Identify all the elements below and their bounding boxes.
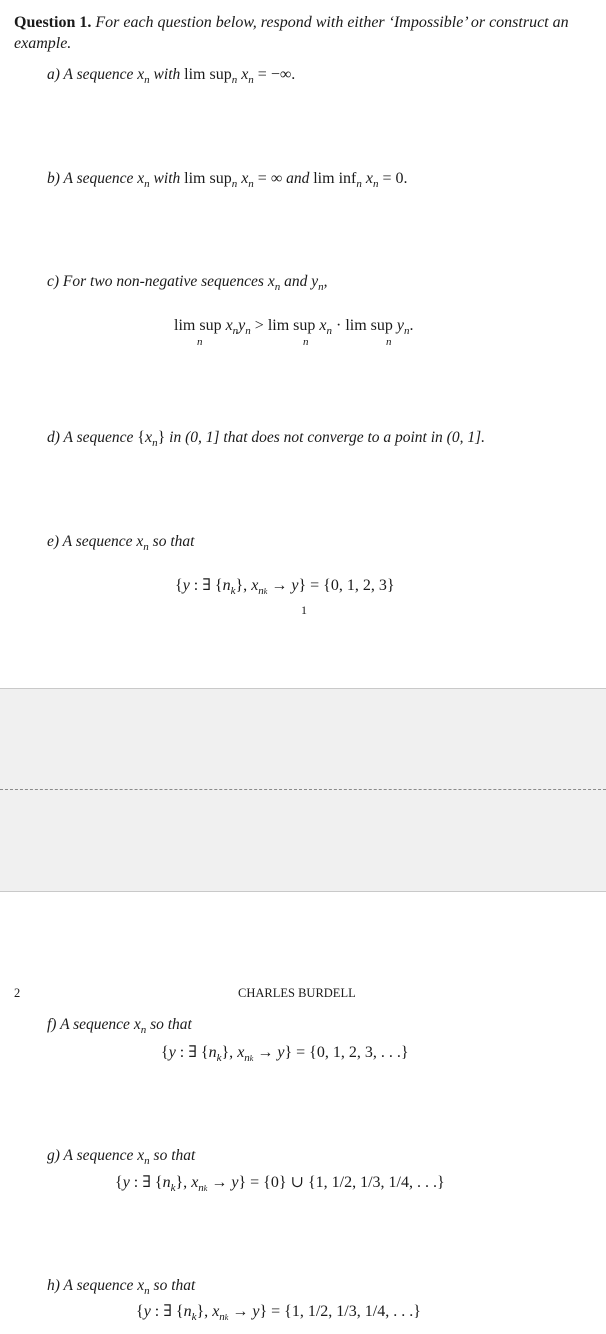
item-c-text: For two non-negative sequences (62, 273, 264, 290)
item-d-in: in (0, 1] (169, 429, 220, 446)
page-break-line (0, 789, 606, 790)
formula-limsup-2: lim sup (267, 317, 316, 334)
question-label: Question 1. (14, 14, 92, 31)
formula-under-2: n (303, 336, 309, 348)
item-a-eq: = −∞. (257, 66, 296, 83)
item-d-text: A sequence (63, 429, 134, 446)
item-b-text: A sequence (63, 170, 134, 187)
item-e-label: e) (47, 533, 60, 550)
item-e-text: A sequence (62, 533, 133, 550)
formula-under-1: n (197, 336, 203, 348)
formula-gt: > (254, 317, 264, 334)
item-h: h) A sequence $x_n$ so that (47, 1277, 196, 1297)
item-g-formula: {y : ∃ $\{n_k\}$, $x_{nk} \to y\} = \{0\}$ ∪ {1, 1/2, 1/3, 1/4, . . .} (115, 1174, 445, 1194)
item-d-rest: that does not converge to a point in (0, 1]. (223, 429, 485, 446)
item-b: b) A sequence $x_n$ with lim sup$_n$ $x_n$ = ∞ and lim inf$_n$ $x_n = 0$. (47, 170, 408, 190)
item-e: e) A sequence $x_n$ so that (47, 533, 195, 553)
question-text: For each question below, respond with either ‘Impossible’ or construct an example. (14, 14, 569, 52)
item-d: d) A sequence $\{x_n\}$ in (0, 1] that does not converge to a point in (0, 1]. (47, 429, 485, 449)
item-b-liminf: lim inf (313, 170, 357, 187)
question-heading (14, 12, 604, 54)
item-a-text: A sequence (63, 66, 134, 83)
item-e-so-that: so that (152, 533, 195, 550)
item-f: f) A sequence $x_n$ so that (47, 1016, 192, 1036)
item-a-limsup: lim sup (184, 66, 232, 83)
item-f-so-that: so that (150, 1016, 192, 1033)
item-h-formula: {y : ∃ $\{n_k\}$, $x_{nk} \to y\} = \{1$, 1/2, 1/3, 1/4, . . .} (136, 1303, 421, 1323)
item-f-text: A sequence (60, 1016, 130, 1033)
page-gap (0, 688, 606, 892)
item-c: c) For two non-negative sequences $x_n$ and $y_n$, (47, 273, 328, 293)
item-a: a) A sequence $x_n$ with lim sup$_n$ $x_n$ = −∞. (47, 66, 296, 86)
item-e-formula: {y : ∃ $\{n_k\}$, $x_{nk} \to y\} = \{0$, 1, 2, 3} (175, 577, 395, 597)
item-h-label: h) (47, 1277, 60, 1294)
running-head: CHARLES BURDELL (238, 986, 356, 1000)
item-b-eq: = ∞ (257, 170, 283, 187)
item-g-label: g) (47, 1147, 60, 1164)
item-b-with: with (153, 170, 181, 187)
item-g-so-that: so that (153, 1147, 196, 1164)
item-a-label: a) (47, 66, 60, 83)
page-number: 1 (301, 603, 307, 617)
item-f-set: = {0, 1, 2, 3, . . .} (296, 1044, 409, 1061)
formula-under-3: n (386, 336, 392, 348)
item-c-label: c) (47, 273, 60, 290)
item-g: g) A sequence $x_n$ so that (47, 1147, 196, 1167)
formula-limsup-3: lim sup (345, 317, 393, 334)
item-b-sub: n (231, 178, 238, 190)
page-number: 2 (14, 986, 21, 1000)
item-f-formula: {y : ∃ $\{n_k\}$, $x_{nk} \to y\} = \{0$, 1, 2, 3, . . .} (161, 1044, 409, 1064)
item-b-eq2: = 0. (382, 170, 408, 187)
item-f-label: f) (47, 1016, 57, 1033)
item-h-text: A sequence (63, 1277, 134, 1294)
item-c-and: and (284, 273, 308, 290)
item-b-label: b) (47, 170, 60, 187)
item-g-text: A sequence (63, 1147, 134, 1164)
item-c-formula: lim sup $x_ny_n > \lim$ sup $x_n \cdot \lim$ sup $y_n$. (174, 317, 414, 337)
item-e-set: = {0, 1, 2, 3} (310, 577, 395, 594)
formula-limsup-1: lim sup (174, 317, 222, 334)
item-h-so-that: so that (153, 1277, 196, 1294)
item-a-sub: n (231, 74, 238, 86)
formula-dot: · (335, 317, 342, 334)
item-h-set: = {1, 1/2, 1/3, 1/4, . . .} (271, 1303, 421, 1320)
item-b-limsup: lim sup (184, 170, 232, 187)
item-a-with: with (153, 66, 181, 83)
item-d-label: d) (47, 429, 60, 446)
item-b-and: and (286, 170, 310, 187)
item-g-set: = {0} ∪ {1, 1/2, 1/3, 1/4, . . .} (250, 1174, 445, 1191)
